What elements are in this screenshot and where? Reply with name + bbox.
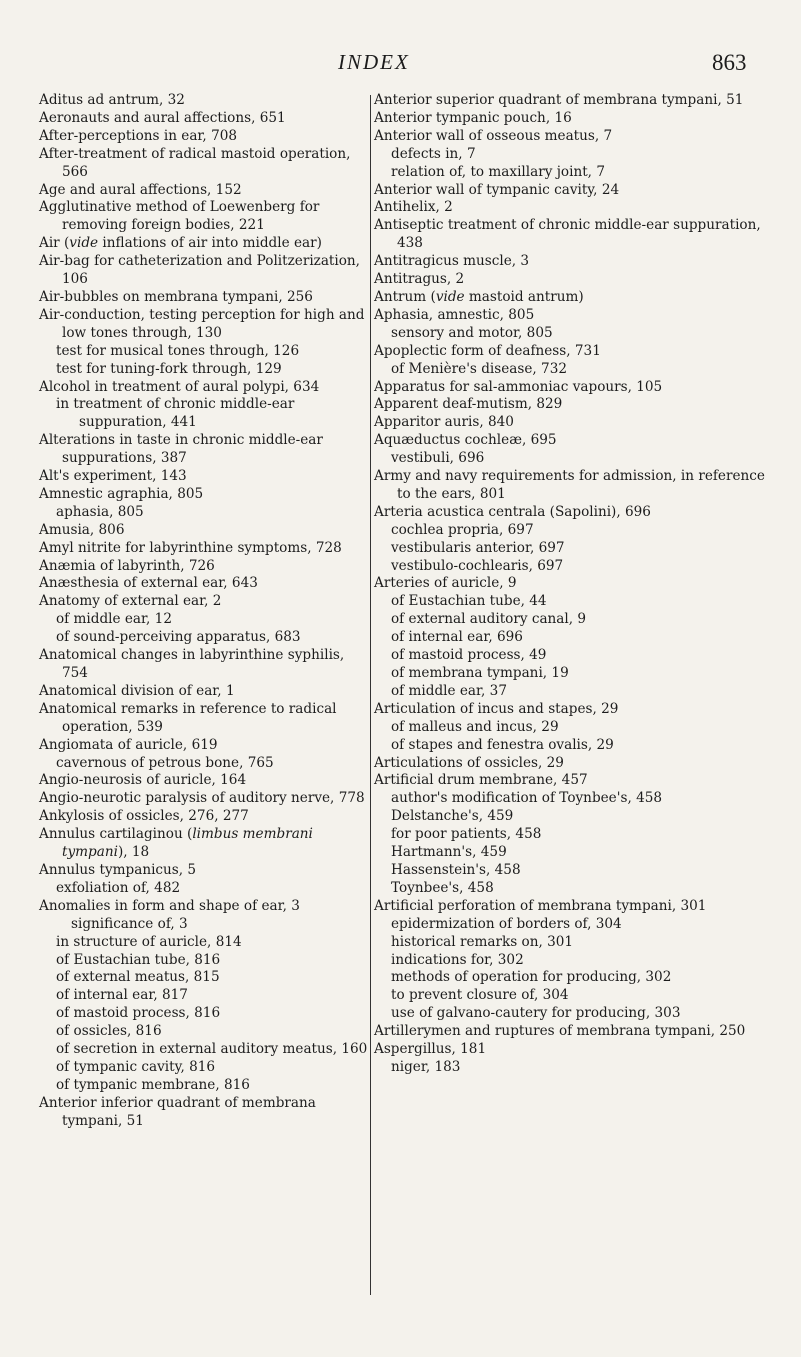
index-entry: of internal ear, 817 [56,987,188,1004]
index-entry: test for musical tones through, 126 [56,342,300,359]
index-entry: Toynbee's, 458 [391,879,494,896]
index-column-right [374,92,766,1077]
index-entry: use of galvano-cautery for producing, 303 [391,1005,681,1022]
index-entry: Delstanche's, 459 [391,808,514,825]
index-entry: Air-conduction, testing perception for high and low tones through, 130 [39,306,365,341]
index-column-left [39,92,368,1131]
index-entry: Angio-neurosis of auricle, 164 [39,772,247,789]
index-entry: Antihelix, 2 [374,199,453,216]
index-entry: Artificial perforation of membrana tympani, 301 [374,897,707,914]
index-entry: of secretion in external auditory meatus, 160 [56,1041,368,1058]
index-entry: sensory and motor, 805 [391,324,553,341]
index-entry: Arteries of auricle, 9 [374,575,517,592]
page-title: INDEX [338,50,410,74]
index-entry: Anæsthesia of external ear, 643 [39,575,258,592]
index-entry: Articulations of ossicles, 29 [374,754,564,771]
index-entry: Artificial drum membrane, 457 [374,772,588,789]
index-entry: to prevent closure of, 304 [391,987,569,1004]
index-entry: Anatomical changes in labyrinthine syphilis, 754 [39,647,345,681]
index-entry: Alterations in taste in chronic middle-ear suppurations, 387 [39,432,323,467]
index-entry: of internal ear, 696 [391,629,523,646]
index-entry: in treatment of chronic middle-ear suppuration, 441 [56,396,295,431]
index-entry: epidermization of borders of, 304 [391,915,622,932]
index-entry: Agglutinative method of Loewenberg for removing foreign bodies, 221 [39,199,320,234]
index-entry: relation of, to maxillary joint, 7 [391,163,605,180]
index-entry: historical remarks on, 301 [391,933,574,950]
index-entry: Anæmia of labyrinth, 726 [39,557,215,574]
index-entry: indications for, 302 [391,951,524,968]
index-entry: Anterior inferior quadrant of membrana tympani, 51 [39,1094,316,1129]
index-entry: Age and aural affections, 152 [39,181,242,198]
index-entry: vestibulo-cochlearis, 697 [391,557,564,574]
index-entry: of Menière's disease, 732 [391,360,568,377]
index-entry: methods of operation for producing, 302 [391,969,672,986]
index-entry: Ankylosis of ossicles, 276, 277 [39,808,249,825]
index-entry: of tympanic membrane, 816 [56,1076,250,1093]
index-entry: of middle ear, 37 [391,682,507,699]
index-entry: defects in, 7 [391,145,476,162]
index-entry: Anomalies in form and shape of ear, 3 [39,897,300,914]
index-entry: Anatomy of external ear, 2 [39,593,222,610]
index-entry: Annulus tympanicus, 5 [39,861,197,878]
index-entry: After-treatment of radical mastoid operation, 566 [39,145,351,180]
index-entry: Anatomical division of ear, 1 [39,682,235,699]
index-entry: Angiomata of auricle, 619 [39,736,218,753]
index-entry: of ossicles, 816 [56,1023,162,1040]
index-entry: Amyl nitrite for labyrinthine symptoms, 728 [39,539,342,556]
index-entry: Hartmann's, 459 [391,844,507,861]
index-entry: Aeronauts and aural affections, 651 [39,109,286,126]
index-entry: Apparitor auris, 840 [374,414,514,431]
index-entry: author's modification of Toynbee's, 458 [391,790,663,807]
index-entry: of external meatus, 815 [56,969,220,986]
column-divider [370,95,371,1295]
index-entry: Anterior superior quadrant of membrana tympani, 51 [374,92,744,108]
index-entry: Hassenstein's, 458 [391,861,521,878]
index-entry: of mastoid process, 816 [56,1005,221,1022]
index-entry: Antitragus, 2 [374,271,465,288]
index-entry: niger, 183 [391,1058,461,1075]
index-entry: Apoplectic form of deafness, 731 [374,342,601,359]
index-entry: Arteria acustica centrala (Sapolini), 696 [374,503,651,520]
index-entry: Air (vide inflations of air into middle ear) [39,235,322,252]
index-entry: of tympanic cavity, 816 [56,1058,216,1075]
page-number: 863 [712,50,747,75]
index-entry: Antiseptic treatment of chronic middle-ear suppuration, 438 [374,217,761,252]
index-entry: aphasia, 805 [56,503,144,520]
index-entry: exfoliation of, 482 [56,879,181,896]
index-entry: Anatomical remarks in reference to radical operation, 539 [39,700,337,735]
index-entry: of stapes and fenestra ovalis, 29 [391,736,614,753]
index-entry: Aquæductus cochleæ, 695 [374,432,557,449]
index-entry: Anterior tympanic pouch, 16 [374,109,572,126]
page-header [0,38,801,78]
index-entry: Antrum (vide mastoid antrum) [374,288,584,305]
index-entry: Articulation of incus and stapes, 29 [374,700,619,717]
index-entry: Annulus cartilaginou (limbus membrani tympani), 18 [39,826,313,861]
index-entry: of Eustachian tube, 44 [391,593,547,610]
index-entry: of membrana tympani, 19 [391,665,569,681]
index-entry: Aphasia, amnestic, 805 [374,306,535,323]
index-entry: Alcohol in treatment of aural polypi, 634 [39,378,320,395]
index-entry: After-perceptions in ear, 708 [39,127,238,144]
index-entry: of external auditory canal, 9 [391,611,587,628]
index-entry: Amnestic agraphia, 805 [39,485,204,502]
index-entry: Alt's experiment, 143 [39,468,187,485]
index-entry: Artillerymen and ruptures of membrana tympani, 250 [374,1023,746,1040]
index-entry: Apparent deaf-mutism, 829 [374,396,563,413]
index-entry: Aspergillus, 181 [374,1041,487,1058]
index-entry: of sound-perceiving apparatus, 683 [56,629,301,646]
index-entry: of mastoid process, 49 [391,647,547,664]
index-entry: Army and navy requirements for admission, in reference to the ears, 801 [374,468,765,502]
index-entry: for poor patients, 458 [391,826,542,843]
index-entry: Amusia, 806 [39,521,125,538]
index-entry: Air-bag for catheterization and Politzerization, 106 [39,253,360,288]
index-entry: of malleus and incus, 29 [391,718,559,735]
index-entry: Air-bubbles on membrana tympani, 256 [39,288,313,305]
index-entry: vestibuli, 696 [391,450,485,467]
index-entry: test for tuning-fork through, 129 [56,360,282,377]
index-entry: of Eustachian tube, 816 [56,951,221,968]
index-entry: Aditus ad antrum, 32 [39,92,185,108]
index-entry: Anterior wall of tympanic cavity, 24 [374,181,620,198]
index-entry: Antitragicus muscle, 3 [374,253,530,270]
index-entry: cochlea propria, 697 [391,521,534,538]
index-entry: Angio-neurotic paralysis of auditory nerve, 778 [39,790,365,807]
index-entry: Apparatus for sal-ammoniac vapours, 105 [374,378,663,395]
index-entry: in structure of auricle, 814 [56,933,242,950]
index-entry: Anterior wall of osseous meatus, 7 [374,127,613,144]
index-entry: cavernous of petrous bone, 765 [56,754,274,771]
index-entry: of middle ear, 12 [56,611,172,628]
index-entry: vestibularis anterior, 697 [391,539,565,556]
index-entry: significance of, 3 [71,915,188,932]
